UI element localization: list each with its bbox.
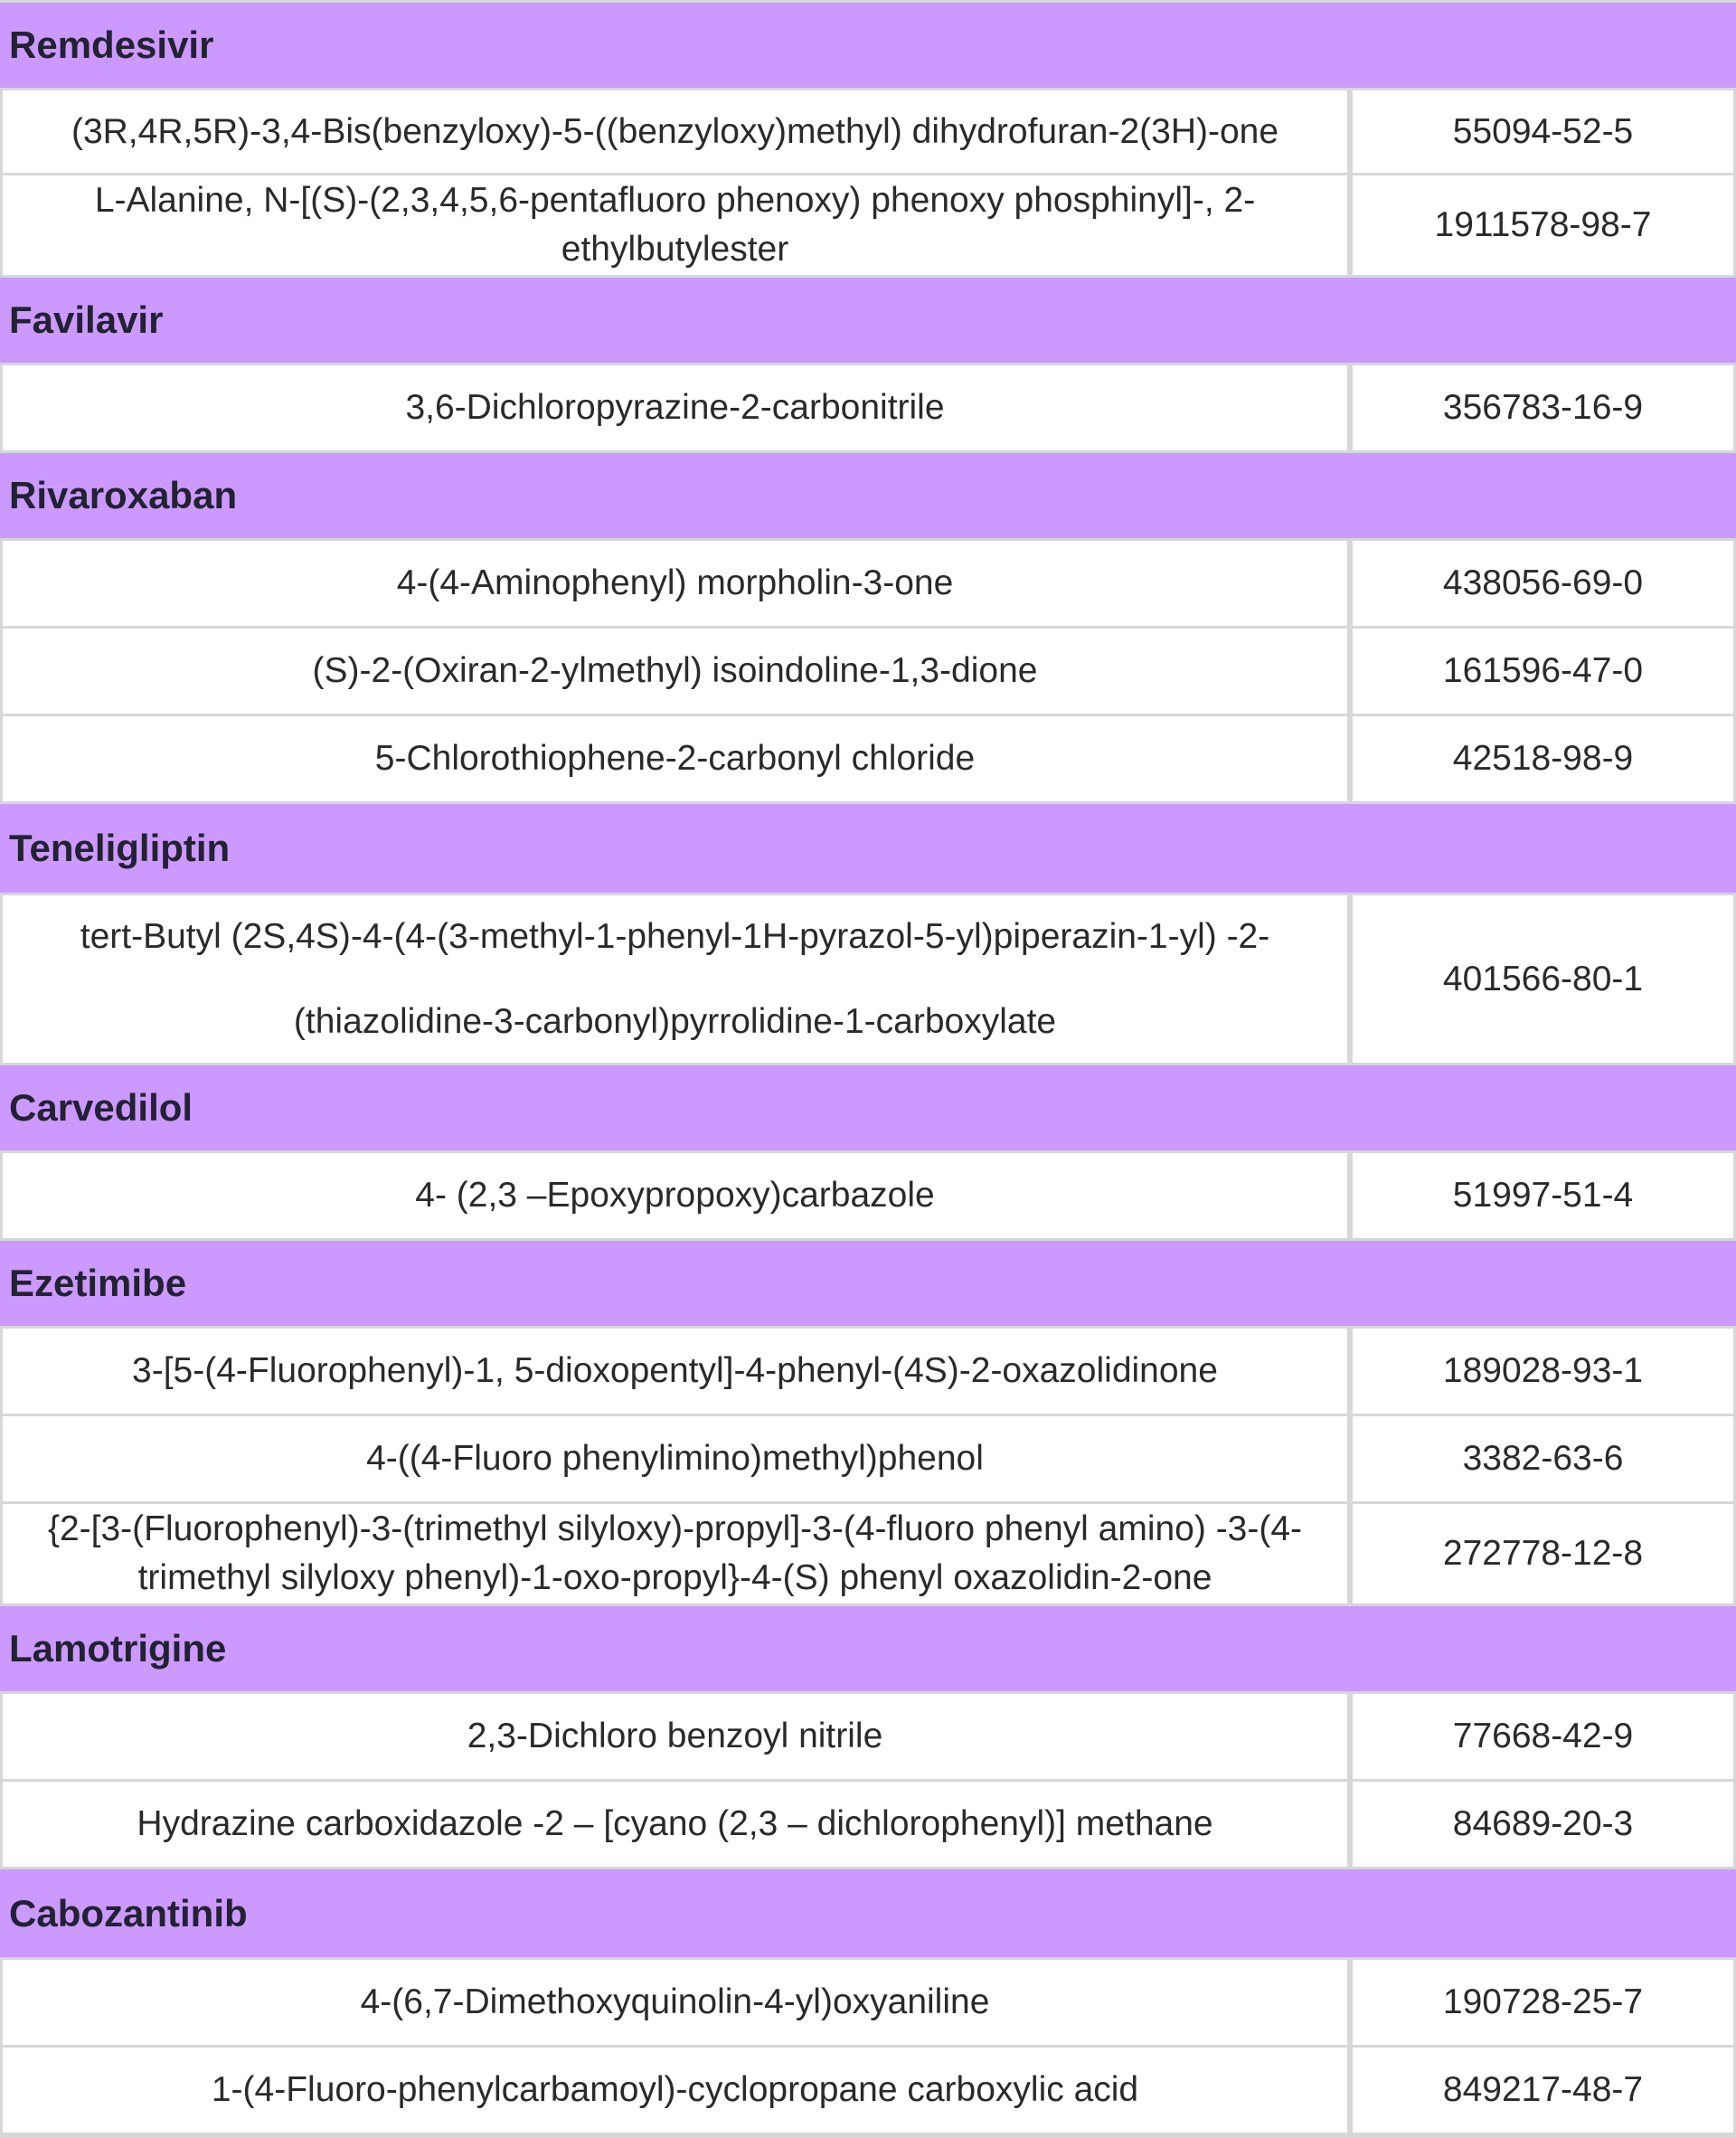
compound-name: 3,6-Dichloropyrazine-2-carbonitrile: [3, 365, 1347, 450]
compound-name: (3R,4R,5R)-3,4-Bis(benzyloxy)-5-((benzyloxy)methyl) dihydrofuran-2(3H)-one: [3, 90, 1347, 173]
table-row: [0, 1691, 1736, 1782]
compound-name: Hydrazine carboxidazole -2 – [cyano (2,3 – dichlorophenyl)] methane: [3, 1782, 1347, 1867]
compound-name: 2,3-Dichloro benzoyl nitrile: [3, 1694, 1347, 1779]
cas-number: 3382-63-6: [1353, 1416, 1733, 1501]
table-row: [0, 1414, 1736, 1504]
table-row: [0, 893, 1736, 1065]
group-name: Carvedilol: [9, 1086, 193, 1129]
table-row: [0, 1326, 1736, 1416]
compound-name: L-Alanine, N-[(S)-(2,3,4,5,6-pentafluoro phenoxy) phenoxy phosphinyl]-, 2-ethylbutylester: [3, 175, 1347, 275]
group-name: Teneligliptin: [9, 827, 231, 869]
compound-name: (S)-2-(Oxiran-2-ylmethyl) isoindoline-1,3-dione: [3, 629, 1347, 714]
compound-name: 4-(4-Aminophenyl) morpholin-3-one: [3, 541, 1347, 626]
cas-number: 272778-12-8: [1353, 1504, 1733, 1604]
group-header-carvedilol: [0, 1063, 1736, 1153]
compound-name: 4-(6,7-Dimethoxyquinolin-4-yl)oxyaniline: [3, 1960, 1347, 2045]
group-name: Lamotrigine: [9, 1627, 227, 1670]
group-name: Favilavir: [9, 298, 164, 341]
table-row: [0, 714, 1736, 804]
cas-number: 84689-20-3: [1353, 1782, 1733, 1867]
group-header-favilavir: [0, 275, 1736, 365]
compound-name: 1-(4-Fluoro-phenylcarbamoyl)-cyclopropane carboxylic acid: [3, 2048, 1347, 2133]
cas-number: 51997-51-4: [1353, 1153, 1733, 1238]
table-row: [0, 1957, 1736, 2048]
cas-number: 161596-47-0: [1353, 629, 1733, 714]
compound-name: tert-Butyl (2S,4S)-4-(4-(3-methyl-1-phenyl-1H-pyrazol-5-yl)piperazin-1-yl) -2-(thiazolidine-3-carbonyl)pyrrolidine-1-carboxylate: [3, 895, 1347, 1063]
table-row: [0, 1150, 1736, 1241]
cas-number: 189028-93-1: [1353, 1329, 1733, 1414]
table-row: [0, 173, 1736, 278]
cas-number: 849217-48-7: [1353, 2048, 1733, 2133]
cas-number: 438056-69-0: [1353, 541, 1733, 626]
group-header-lamotrigine: [0, 1604, 1736, 1694]
compound-name: {2-[3-(Fluorophenyl)-3-(trimethyl silyloxy)-propyl]-3-(4-fluoro phenyl amino) -3-(4-trimethyl silyloxy phenyl)-1-oxo-propyl}-4-(S) phenyl oxazolidin-2-one: [3, 1504, 1347, 1604]
cas-number: 1911578-98-7: [1353, 175, 1733, 275]
group-name: Cabozantinib: [9, 1891, 248, 1935]
group-name: Ezetimibe: [9, 1262, 187, 1304]
table-row: [0, 1501, 1736, 1606]
compound-name: 4-((4-Fluoro phenylimino)methyl)phenol: [3, 1416, 1347, 1501]
group-header-teneligliptin: [0, 801, 1736, 895]
group-name: Rivaroxaban: [9, 474, 238, 516]
table-row: [0, 363, 1736, 453]
cas-number: 356783-16-9: [1353, 365, 1733, 450]
cas-number: 77668-42-9: [1353, 1694, 1733, 1779]
cas-number: 401566-80-1: [1353, 895, 1733, 1063]
table-row: [0, 88, 1736, 175]
group-header-ezetimibe: [0, 1238, 1736, 1329]
group-header-rivaroxaban: [0, 450, 1736, 541]
group-name: Remdesivir: [9, 24, 214, 66]
group-header-cabozantinib: [0, 1867, 1736, 1960]
compound-name: 3-[5-(4-Fluorophenyl)-1, 5-dioxopentyl]-4-phenyl-(4S)-2-oxazolidinone: [3, 1329, 1347, 1414]
cas-number: 190728-25-7: [1353, 1960, 1733, 2045]
group-header-remdesivir: [0, 0, 1736, 90]
compound-name: 4- (2,3 –Epoxypropoxy)carbazole: [3, 1153, 1347, 1238]
table-row: [0, 2045, 1736, 2135]
table-row: [0, 538, 1736, 629]
table-row: [0, 1779, 1736, 1869]
cas-number: 42518-98-9: [1353, 716, 1733, 801]
compound-name: 5-Chlorothiophene-2-carbonyl chloride: [3, 716, 1347, 801]
cas-number: 55094-52-5: [1353, 90, 1733, 173]
table-row: [0, 626, 1736, 716]
